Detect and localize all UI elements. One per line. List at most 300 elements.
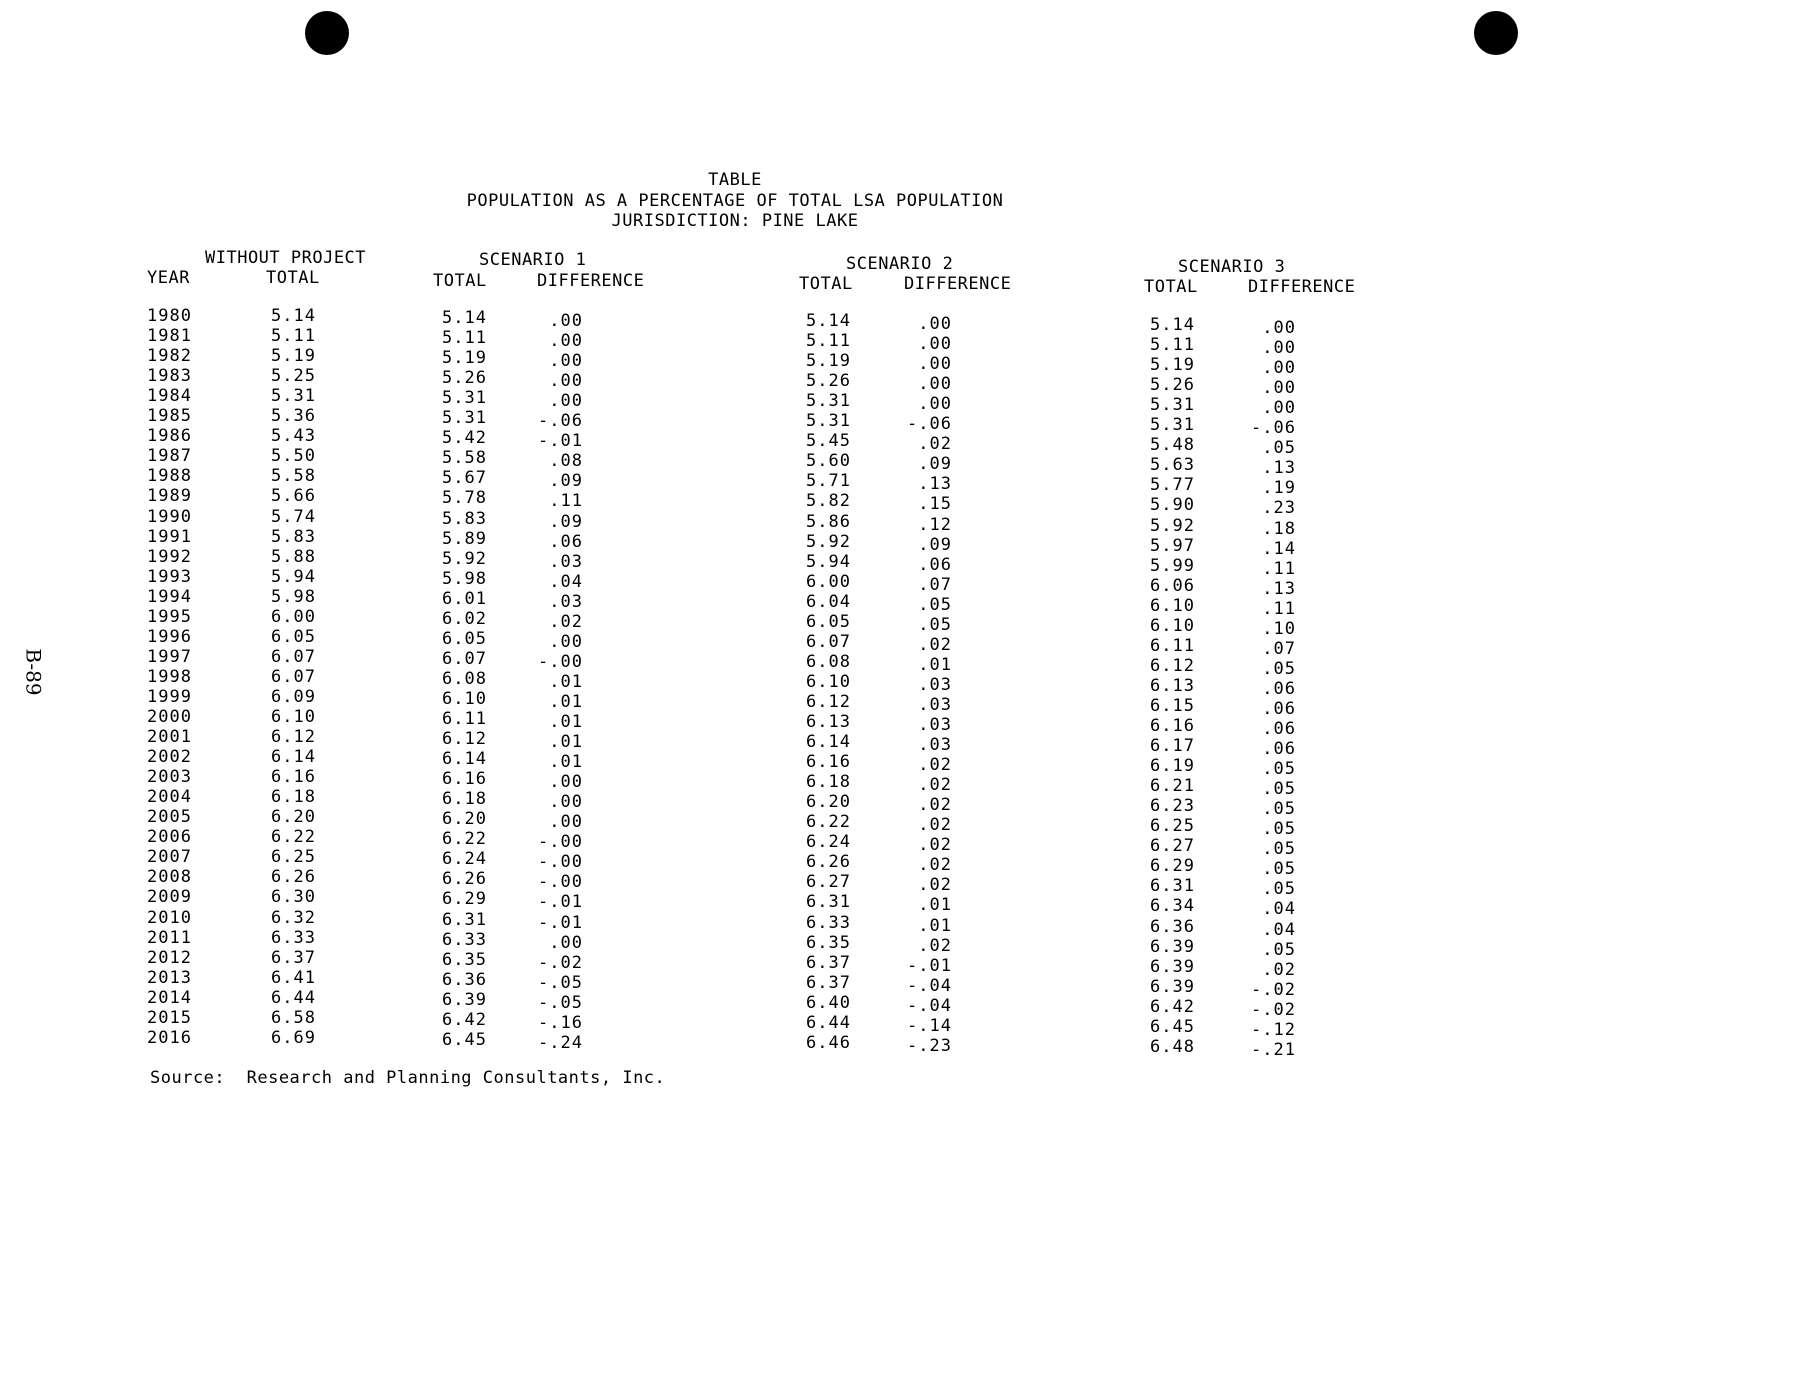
cell-year: 1999 bbox=[147, 686, 192, 707]
header-s1-difference: DIFFERENCE bbox=[537, 271, 645, 291]
cell-s1d: .09 bbox=[549, 511, 583, 532]
cell-s3t: 6.39 bbox=[1150, 976, 1195, 997]
cell-s1d: .00 bbox=[549, 391, 583, 412]
cell-s3d: .13 bbox=[1262, 578, 1296, 599]
cell-s3t: 5.63 bbox=[1150, 455, 1195, 476]
cell-s2t: 5.71 bbox=[806, 471, 851, 492]
cell-s1t: 6.42 bbox=[442, 1009, 487, 1030]
cell-wp: 6.26 bbox=[271, 867, 316, 888]
cell-s3t: 6.25 bbox=[1150, 816, 1195, 837]
cell-s2t: 6.24 bbox=[806, 832, 851, 853]
cell-s3t: 6.10 bbox=[1150, 615, 1195, 636]
cell-year: 2009 bbox=[147, 887, 192, 908]
cell-s2d: .13 bbox=[918, 474, 952, 495]
cell-s1d: -.02 bbox=[538, 952, 583, 973]
cell-year: 2006 bbox=[147, 827, 192, 848]
cell-s3d: .11 bbox=[1262, 598, 1296, 619]
cell-s3t: 6.15 bbox=[1150, 695, 1195, 716]
cell-year: 1984 bbox=[147, 386, 192, 407]
cell-s1t: 5.31 bbox=[442, 388, 487, 409]
cell-s3d: .19 bbox=[1262, 478, 1296, 499]
cell-s1d: .06 bbox=[549, 531, 583, 552]
header-scenario-2: SCENARIO 2 bbox=[846, 254, 954, 274]
cell-s3d: -.02 bbox=[1251, 999, 1296, 1020]
cell-s1d: .09 bbox=[549, 471, 583, 492]
cell-s2d: .09 bbox=[918, 534, 952, 555]
cell-s2d: .12 bbox=[918, 514, 952, 535]
cell-wp: 6.33 bbox=[271, 927, 316, 948]
cell-year: 1992 bbox=[147, 546, 192, 567]
cell-s3d: .05 bbox=[1262, 658, 1296, 679]
cell-s3d: .06 bbox=[1262, 719, 1296, 739]
cell-s3t: 5.77 bbox=[1150, 475, 1195, 496]
cell-s3d: .10 bbox=[1262, 618, 1296, 639]
cell-s2d: -.23 bbox=[907, 1035, 952, 1056]
cell-wp: 6.25 bbox=[271, 847, 316, 868]
cell-s2d: .00 bbox=[918, 334, 952, 355]
cell-s2t: 6.40 bbox=[806, 992, 851, 1013]
cell-s3t: 6.48 bbox=[1150, 1036, 1195, 1057]
cell-wp: 5.94 bbox=[271, 566, 316, 587]
header-s2-difference: DIFFERENCE bbox=[904, 274, 1012, 294]
cell-wp: 5.83 bbox=[271, 526, 316, 547]
cell-year: 1980 bbox=[147, 306, 192, 326]
cell-wp: 6.18 bbox=[271, 787, 316, 808]
header-without-project: WITHOUT PROJECT bbox=[205, 248, 367, 268]
cell-wp: 6.32 bbox=[271, 907, 316, 928]
cell-s2t: 6.10 bbox=[806, 671, 851, 692]
cell-s3t: 5.31 bbox=[1150, 395, 1195, 416]
cell-year: 1985 bbox=[147, 406, 192, 427]
cell-s3t: 5.92 bbox=[1150, 515, 1195, 536]
cell-s1t: 6.10 bbox=[442, 688, 487, 709]
cell-s1t: 5.14 bbox=[442, 308, 487, 328]
cell-s3d: .00 bbox=[1262, 318, 1296, 338]
cell-s2t: 6.27 bbox=[806, 872, 851, 893]
cell-s1d: -.00 bbox=[538, 651, 583, 672]
cell-year: 2003 bbox=[147, 767, 192, 788]
cell-year: 1987 bbox=[147, 446, 192, 467]
cell-wp: 5.14 bbox=[271, 306, 316, 326]
cell-s1t: 5.19 bbox=[442, 348, 487, 369]
cell-s1d: .03 bbox=[549, 591, 583, 612]
cell-s3d: -.06 bbox=[1251, 418, 1296, 439]
cell-s3d: .00 bbox=[1262, 378, 1296, 399]
cell-s3d: .05 bbox=[1262, 819, 1296, 840]
cell-year: 1986 bbox=[147, 426, 192, 447]
cell-wp: 6.69 bbox=[271, 1027, 316, 1048]
cell-s2t: 6.04 bbox=[806, 591, 851, 612]
cell-year: 1993 bbox=[147, 566, 192, 587]
cell-s3d: .23 bbox=[1262, 498, 1296, 519]
cell-wp: 6.07 bbox=[271, 666, 316, 687]
cell-s3d: .04 bbox=[1262, 919, 1296, 940]
cell-wp: 6.14 bbox=[271, 747, 316, 768]
cell-s2d: .00 bbox=[918, 314, 952, 334]
cell-s1d: .00 bbox=[549, 812, 583, 833]
cell-s2t: 5.14 bbox=[806, 311, 851, 331]
cell-year: 2016 bbox=[147, 1027, 192, 1048]
cell-s2d: .07 bbox=[918, 574, 952, 595]
cell-s3d: .05 bbox=[1262, 859, 1296, 880]
cell-s3d: .02 bbox=[1262, 959, 1296, 980]
cell-s1t: 5.89 bbox=[442, 528, 487, 549]
cell-s1d: .01 bbox=[549, 752, 583, 773]
cell-s2t: 6.16 bbox=[806, 752, 851, 773]
cell-s2d: .01 bbox=[918, 915, 952, 936]
cell-wp: 5.58 bbox=[271, 466, 316, 487]
cell-s3t: 6.36 bbox=[1150, 916, 1195, 937]
cell-s3d: .00 bbox=[1262, 358, 1296, 379]
cell-s3t: 5.97 bbox=[1150, 535, 1195, 556]
cell-s1t: 5.92 bbox=[442, 548, 487, 569]
cell-s1t: 6.33 bbox=[442, 929, 487, 950]
cell-s2d: -.06 bbox=[907, 414, 952, 435]
cell-s3d: .18 bbox=[1262, 518, 1296, 539]
cell-wp: 6.44 bbox=[271, 987, 316, 1008]
cell-s3d: .05 bbox=[1262, 438, 1296, 459]
cell-wp: 5.11 bbox=[271, 326, 316, 347]
cell-s1t: 6.45 bbox=[442, 1029, 487, 1050]
cell-s3t: 6.29 bbox=[1150, 856, 1195, 877]
cell-s2d: .06 bbox=[918, 554, 952, 575]
cell-s1d: .08 bbox=[549, 451, 583, 472]
cell-wp: 6.22 bbox=[271, 827, 316, 848]
cell-s2d: .02 bbox=[918, 755, 952, 776]
cell-s3t: 5.11 bbox=[1150, 335, 1195, 356]
cell-s1t: 5.78 bbox=[442, 488, 487, 509]
cell-s3t: 6.13 bbox=[1150, 675, 1195, 696]
cell-year: 1988 bbox=[147, 466, 192, 487]
cell-s1d: .11 bbox=[549, 491, 583, 512]
cell-s2t: 5.92 bbox=[806, 531, 851, 552]
cell-s3t: 6.45 bbox=[1150, 1016, 1195, 1037]
cell-s2t: 6.08 bbox=[806, 651, 851, 672]
cell-s2t: 6.26 bbox=[806, 852, 851, 873]
cell-s2t: 6.44 bbox=[806, 1012, 851, 1033]
cell-s1t: 6.36 bbox=[442, 969, 487, 990]
cell-s3t: 6.12 bbox=[1150, 655, 1195, 676]
cell-s1t: 6.01 bbox=[442, 588, 487, 609]
cell-s3t: 6.17 bbox=[1150, 736, 1195, 757]
cell-year: 2011 bbox=[147, 927, 192, 948]
cell-year: 2010 bbox=[147, 907, 192, 928]
cell-s2d: .02 bbox=[918, 775, 952, 796]
cell-s1d: -.05 bbox=[538, 992, 583, 1013]
cell-s1d: .00 bbox=[549, 331, 583, 352]
cell-s3t: 6.19 bbox=[1150, 756, 1195, 777]
cell-s1t: 5.11 bbox=[442, 328, 487, 349]
cell-s1d: .00 bbox=[549, 631, 583, 652]
cell-year: 2015 bbox=[147, 1007, 192, 1028]
cell-s1d: -.00 bbox=[538, 852, 583, 873]
cell-s2t: 6.18 bbox=[806, 772, 851, 793]
cell-wp: 5.98 bbox=[271, 586, 316, 607]
cell-s3d: .06 bbox=[1262, 739, 1296, 760]
cell-year: 1994 bbox=[147, 586, 192, 607]
cell-s2d: .02 bbox=[918, 795, 952, 816]
cell-s1d: -.06 bbox=[538, 411, 583, 432]
cell-s1t: 5.58 bbox=[442, 448, 487, 469]
cell-s3t: 6.06 bbox=[1150, 575, 1195, 596]
cell-s1d: -.01 bbox=[538, 431, 583, 452]
cell-s2t: 6.05 bbox=[806, 611, 851, 632]
cell-year: 1996 bbox=[147, 626, 192, 647]
cell-s1t: 5.26 bbox=[442, 368, 487, 389]
cell-s2t: 5.82 bbox=[806, 491, 851, 512]
cell-s1d: -.01 bbox=[538, 912, 583, 933]
cell-wp: 6.20 bbox=[271, 807, 316, 828]
cell-s3t: 5.14 bbox=[1150, 315, 1195, 335]
cell-year: 2014 bbox=[147, 987, 192, 1008]
cell-s1t: 6.22 bbox=[442, 829, 487, 850]
cell-year: 2000 bbox=[147, 707, 192, 727]
cell-s3t: 6.11 bbox=[1150, 635, 1195, 656]
cell-wp: 6.00 bbox=[271, 606, 316, 627]
cell-s3d: .05 bbox=[1262, 879, 1296, 900]
cell-s1t: 6.39 bbox=[442, 989, 487, 1010]
cell-wp: 5.19 bbox=[271, 346, 316, 367]
cell-s1t: 5.67 bbox=[442, 468, 487, 489]
cell-year: 2002 bbox=[147, 747, 192, 768]
cell-s1t: 6.18 bbox=[442, 789, 487, 810]
cell-s2d: .02 bbox=[918, 434, 952, 455]
cell-s2t: 6.37 bbox=[806, 952, 851, 973]
cell-s1d: -.00 bbox=[538, 832, 583, 853]
cell-s2d: -.04 bbox=[907, 975, 952, 996]
cell-year: 1989 bbox=[147, 486, 192, 507]
cell-wp: 6.12 bbox=[271, 727, 316, 748]
cell-s3t: 6.21 bbox=[1150, 776, 1195, 797]
cell-s2t: 6.46 bbox=[806, 1032, 851, 1053]
cell-s2t: 6.00 bbox=[806, 571, 851, 592]
cell-s1d: -.01 bbox=[538, 892, 583, 913]
cell-s2d: .15 bbox=[918, 494, 952, 515]
cell-s1t: 6.11 bbox=[442, 709, 487, 729]
cell-s2d: .00 bbox=[918, 374, 952, 395]
cell-s3d: .05 bbox=[1262, 759, 1296, 780]
cell-s1d: -.00 bbox=[538, 872, 583, 893]
cell-s1t: 5.98 bbox=[442, 568, 487, 589]
header-year: YEAR bbox=[147, 268, 190, 288]
cell-s2t: 6.20 bbox=[806, 792, 851, 813]
cell-s3d: .05 bbox=[1262, 799, 1296, 820]
cell-s2d: .02 bbox=[918, 875, 952, 896]
cell-s3t: 6.10 bbox=[1150, 595, 1195, 616]
cell-s2d: .02 bbox=[918, 855, 952, 876]
cell-s1d: .00 bbox=[549, 792, 583, 813]
cell-s1t: 6.05 bbox=[442, 628, 487, 649]
source-note: Source: Research and Planning Consultants, Inc. bbox=[150, 1068, 666, 1088]
cell-s2d: .05 bbox=[918, 594, 952, 615]
cell-s3d: -.02 bbox=[1251, 979, 1296, 1000]
table-subtitle: POPULATION AS A PERCENTAGE OF TOTAL LSA POPULATION bbox=[466, 191, 1004, 211]
cell-year: 1995 bbox=[147, 606, 192, 627]
cell-s2d: .03 bbox=[918, 715, 952, 735]
cell-s1d: .00 bbox=[549, 772, 583, 793]
cell-s2d: -.04 bbox=[907, 995, 952, 1016]
cell-s1t: 6.14 bbox=[442, 749, 487, 770]
cell-wp: 5.31 bbox=[271, 386, 316, 407]
cell-s2t: 5.31 bbox=[806, 391, 851, 412]
cell-s3t: 5.90 bbox=[1150, 495, 1195, 516]
cell-s3d: -.21 bbox=[1251, 1039, 1296, 1060]
cell-s2d: .09 bbox=[918, 454, 952, 475]
header-without-project-total: TOTAL bbox=[266, 268, 320, 288]
cell-s3t: 5.19 bbox=[1150, 355, 1195, 376]
header-s3-total: TOTAL bbox=[1144, 277, 1198, 297]
cell-s1d: .01 bbox=[549, 691, 583, 712]
cell-s1t: 6.35 bbox=[442, 949, 487, 970]
cell-wp: 6.30 bbox=[271, 887, 316, 908]
cell-s2d: .03 bbox=[918, 735, 952, 756]
cell-s1t: 5.42 bbox=[442, 428, 487, 449]
cell-s1t: 6.16 bbox=[442, 769, 487, 790]
cell-s2d: .00 bbox=[918, 354, 952, 375]
cell-s1d: -.16 bbox=[538, 1012, 583, 1033]
cell-s2t: 6.07 bbox=[806, 631, 851, 652]
cell-s2t: 6.33 bbox=[806, 912, 851, 933]
cell-wp: 6.05 bbox=[271, 626, 316, 647]
cell-s1t: 6.07 bbox=[442, 648, 487, 669]
cell-s3t: 5.26 bbox=[1150, 375, 1195, 396]
cell-s3d: .00 bbox=[1262, 398, 1296, 419]
cell-s1d: .03 bbox=[549, 551, 583, 572]
cell-year: 2001 bbox=[147, 727, 192, 748]
cell-s3t: 6.31 bbox=[1150, 876, 1195, 897]
cell-year: 2004 bbox=[147, 787, 192, 808]
cell-year: 1990 bbox=[147, 506, 192, 527]
cell-s1t: 6.12 bbox=[442, 729, 487, 750]
cell-wp: 6.41 bbox=[271, 967, 316, 988]
cell-s3t: 6.39 bbox=[1150, 956, 1195, 977]
cell-s1t: 6.20 bbox=[442, 809, 487, 830]
cell-s3d: .13 bbox=[1262, 458, 1296, 479]
cell-s2t: 6.14 bbox=[806, 732, 851, 753]
cell-s3d: .06 bbox=[1262, 678, 1296, 699]
cell-wp: 5.74 bbox=[271, 506, 316, 527]
cell-s2d: .01 bbox=[918, 654, 952, 675]
cell-s1t: 5.83 bbox=[442, 508, 487, 529]
cell-year: 1998 bbox=[147, 666, 192, 687]
cell-s3d: .14 bbox=[1262, 538, 1296, 559]
cell-s1t: 6.31 bbox=[442, 909, 487, 930]
cell-s1t: 6.26 bbox=[442, 869, 487, 890]
cell-s1d: .00 bbox=[549, 311, 583, 331]
cell-year: 2005 bbox=[147, 807, 192, 828]
cell-wp: 5.25 bbox=[271, 366, 316, 387]
cell-s1d: .00 bbox=[549, 371, 583, 392]
cell-s3t: 6.42 bbox=[1150, 996, 1195, 1017]
cell-s3d: .05 bbox=[1262, 839, 1296, 860]
cell-s2t: 6.13 bbox=[806, 712, 851, 732]
cell-wp: 5.36 bbox=[271, 406, 316, 427]
cell-s1d: -.24 bbox=[538, 1032, 583, 1053]
cell-s3d: .07 bbox=[1262, 638, 1296, 659]
cell-s3t: 6.16 bbox=[1150, 716, 1195, 736]
cell-year: 2013 bbox=[147, 967, 192, 988]
cell-s2t: 5.19 bbox=[806, 351, 851, 372]
cell-s2d: -.01 bbox=[907, 955, 952, 976]
header-s2-total: TOTAL bbox=[799, 274, 853, 294]
cell-s1d: .02 bbox=[549, 611, 583, 632]
cell-s2d: -.14 bbox=[907, 1015, 952, 1036]
cell-wp: 6.10 bbox=[271, 707, 316, 727]
cell-year: 1997 bbox=[147, 646, 192, 667]
cell-s3d: -.12 bbox=[1251, 1019, 1296, 1040]
page-number: B-89 bbox=[21, 648, 46, 696]
cell-s2t: 5.45 bbox=[806, 431, 851, 452]
cell-year: 1982 bbox=[147, 346, 192, 367]
cell-s3t: 5.48 bbox=[1150, 435, 1195, 456]
cell-s1t: 6.08 bbox=[442, 668, 487, 689]
cell-s1t: 6.24 bbox=[442, 849, 487, 870]
cell-s1t: 6.02 bbox=[442, 608, 487, 629]
cell-s3t: 6.23 bbox=[1150, 796, 1195, 817]
cell-wp: 6.07 bbox=[271, 646, 316, 667]
cell-s2d: .02 bbox=[918, 935, 952, 956]
cell-year: 1991 bbox=[147, 526, 192, 547]
cell-s2t: 6.22 bbox=[806, 812, 851, 833]
punch-hole-right bbox=[1474, 11, 1518, 55]
cell-wp: 5.66 bbox=[271, 486, 316, 507]
cell-s2t: 6.35 bbox=[806, 932, 851, 953]
cell-year: 1981 bbox=[147, 326, 192, 347]
cell-s1d: .04 bbox=[549, 571, 583, 592]
cell-s3d: .06 bbox=[1262, 698, 1296, 719]
cell-s3d: .05 bbox=[1262, 939, 1296, 960]
cell-s2t: 5.26 bbox=[806, 371, 851, 392]
cell-s2t: 5.31 bbox=[806, 411, 851, 432]
header-scenario-3: SCENARIO 3 bbox=[1178, 257, 1286, 277]
cell-s2d: .05 bbox=[918, 614, 952, 635]
cell-s2d: .03 bbox=[918, 694, 952, 715]
cell-wp: 6.09 bbox=[271, 686, 316, 707]
cell-wp: 6.58 bbox=[271, 1007, 316, 1028]
jurisdiction-line: JURISDICTION: PINE LAKE bbox=[611, 211, 859, 231]
cell-s1d: .00 bbox=[549, 351, 583, 372]
cell-s3t: 6.27 bbox=[1150, 836, 1195, 857]
cell-s1d: .01 bbox=[549, 671, 583, 692]
cell-s1d: -.05 bbox=[538, 972, 583, 993]
cell-wp: 6.16 bbox=[271, 767, 316, 788]
cell-s1d: .01 bbox=[549, 732, 583, 753]
cell-s3t: 5.31 bbox=[1150, 415, 1195, 436]
cell-s3d: .04 bbox=[1262, 899, 1296, 920]
cell-wp: 5.43 bbox=[271, 426, 316, 447]
cell-s2d: .00 bbox=[918, 394, 952, 415]
cell-s2d: .01 bbox=[918, 895, 952, 916]
cell-s1t: 6.29 bbox=[442, 889, 487, 910]
cell-year: 1983 bbox=[147, 366, 192, 387]
header-s3-difference: DIFFERENCE bbox=[1248, 277, 1356, 297]
cell-s1t: 5.31 bbox=[442, 408, 487, 429]
cell-s2d: .02 bbox=[918, 815, 952, 836]
cell-s2t: 5.94 bbox=[806, 551, 851, 572]
cell-s2t: 6.31 bbox=[806, 892, 851, 913]
cell-s2t: 5.86 bbox=[806, 511, 851, 532]
cell-wp: 5.88 bbox=[271, 546, 316, 567]
cell-s2t: 6.12 bbox=[806, 691, 851, 712]
cell-s3t: 6.34 bbox=[1150, 896, 1195, 917]
cell-s2t: 5.11 bbox=[806, 331, 851, 352]
cell-s3d: .11 bbox=[1262, 558, 1296, 579]
cell-s1d: .01 bbox=[549, 712, 583, 732]
cell-wp: 6.37 bbox=[271, 947, 316, 968]
table-title: TABLE bbox=[708, 170, 762, 190]
cell-s2t: 6.37 bbox=[806, 972, 851, 993]
cell-s2d: .03 bbox=[918, 674, 952, 695]
